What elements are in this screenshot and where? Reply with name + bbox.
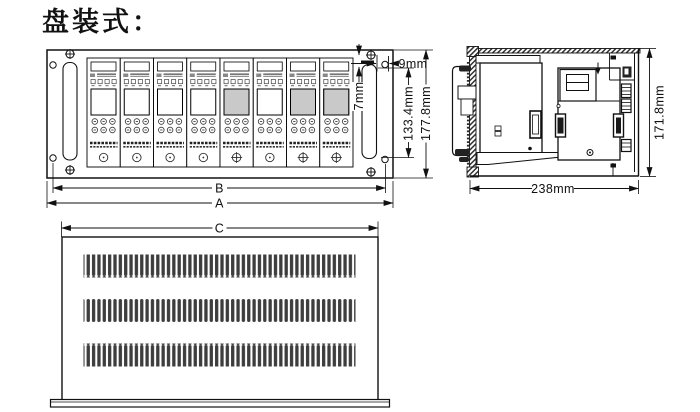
handle-cutout (458, 86, 476, 99)
dim-label-7mm: 7mm (352, 81, 366, 111)
screw-icon (611, 164, 617, 168)
component (495, 132, 501, 137)
component (495, 126, 501, 131)
board-bottom-rail (477, 153, 561, 165)
dim-238mm (470, 180, 639, 196)
bottom-view (51, 222, 390, 408)
mounting-slot (362, 65, 377, 159)
terminal-notch (625, 69, 629, 75)
mounting-hole (50, 155, 56, 161)
dim-label-238mm: 238mm (531, 182, 575, 196)
vent-slots-row (84, 255, 356, 278)
mounting-hole (50, 62, 56, 68)
dim-label-177mm: 177.8mm (419, 86, 433, 141)
screw-icon (611, 56, 617, 60)
controller-module-2 (120, 58, 153, 167)
board-hole-center (589, 152, 591, 154)
dim-171mm (640, 49, 667, 177)
side-view (453, 47, 667, 197)
fixing-knob (459, 66, 471, 72)
board-top-rail (476, 56, 540, 64)
mounting-hole (382, 61, 388, 67)
base-flange (51, 400, 390, 408)
dim-label-A: A (215, 196, 224, 211)
fixing-knob (459, 157, 469, 162)
handle-cutout (461, 99, 473, 115)
vent-slots-row (84, 344, 356, 367)
board-connector-inner (558, 118, 564, 134)
controller-module-4 (187, 58, 220, 167)
dim-label-B: B (215, 181, 224, 196)
dim-label-9mm: 9mm (398, 57, 428, 71)
page-title: 盘装式： (42, 7, 162, 37)
controller-module-6 (253, 58, 286, 167)
fixing-knob (455, 149, 469, 156)
board-connector-inner (533, 115, 539, 134)
circuit-board-1 (480, 63, 542, 153)
dim-label-133mm: 133.4mm (401, 86, 416, 141)
dim-label-171mm: 171.8mm (652, 85, 667, 140)
front-view (47, 44, 433, 211)
vent-slots-row (84, 299, 356, 322)
board-hole (528, 147, 532, 151)
dim-label-C: C (214, 221, 225, 236)
board-connector-inner (616, 118, 621, 134)
mounting-slot (63, 63, 77, 161)
board-hole (557, 104, 560, 107)
case-top-edge (470, 49, 640, 54)
controller-module-3 (154, 58, 187, 167)
dim-C (62, 222, 379, 238)
controller-module-1 (87, 58, 120, 167)
